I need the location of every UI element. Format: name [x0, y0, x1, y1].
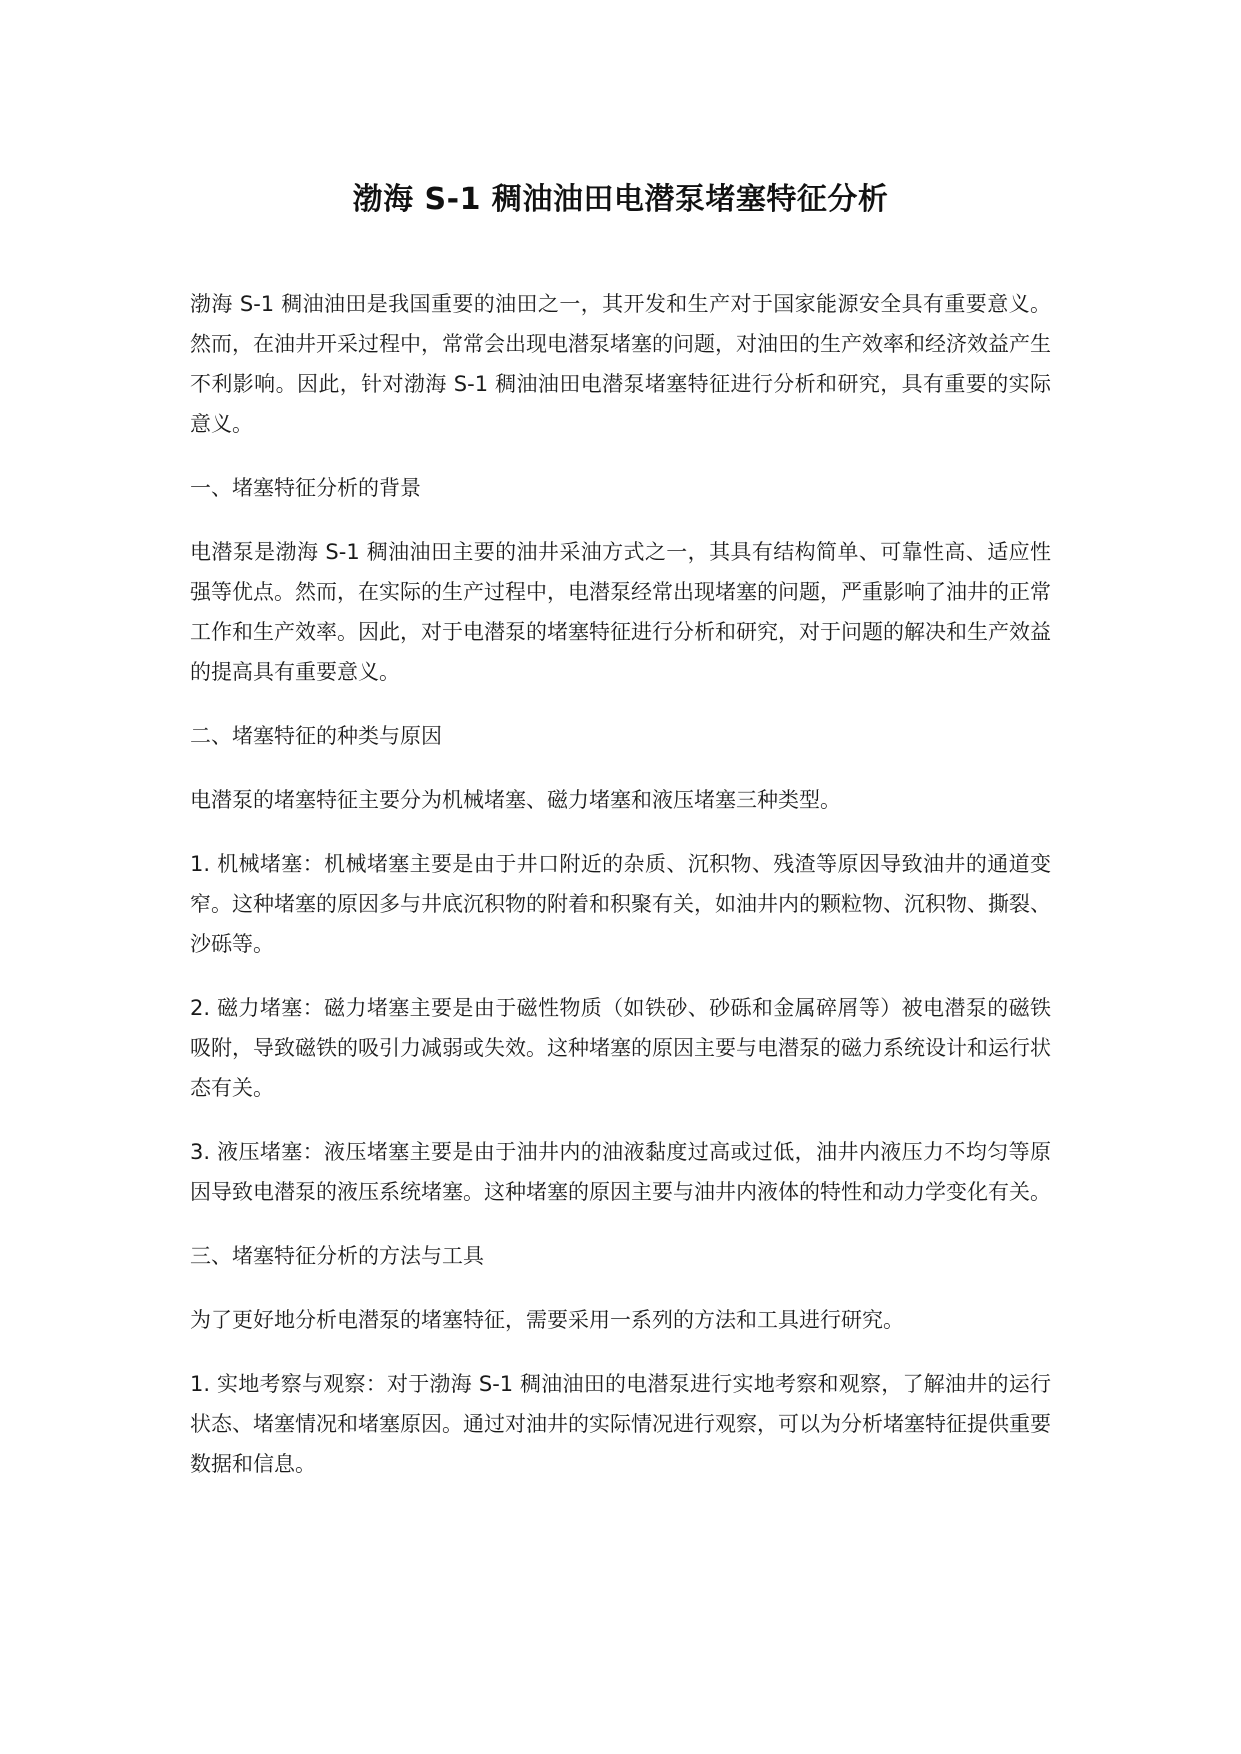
magnetic-blockage-paragraph: 2. 磁力堵塞：磁力堵塞主要是由于磁性物质（如铁砂、砂砾和金属碎屑等）被电潜泵的磁铁吸附，导致磁铁的吸引力减弱或失效。这种堵塞的原因主要与电潜泵的磁力系统设计和运行状态有关。 — [190, 996, 1051, 1100]
field-observation-paragraph: 1. 实地考察与观察：对于渤海 S-1 稠油油田的电潜泵进行实地考察和观察，了解油井的运行状态、堵塞情况和堵塞原因。通过对油井的实际情况进行观察，可以为分析堵塞特征提供重要数据和信息。 — [190, 1372, 1051, 1476]
background-paragraph: 电潜泵是渤海 S-1 稠油油田主要的油井采油方式之一，其具有结构简单、可靠性高、适应性强等优点。然而，在实际的生产过程中，电潜泵经常出现堵塞的问题，严重影响了油井的正常工作和生产效率。因此，对于电潜泵的堵塞特征进行分析和研究，对于问题的解决和生产效益的提高具有重要意义。 — [190, 540, 1051, 684]
hydraulic-blockage-paragraph: 3. 液压堵塞：液压堵塞主要是由于油井内的油液黏度过高或过低，油井内液压力不均匀等原因导致电潜泵的液压系统堵塞。这种堵塞的原因主要与油井内液体的特性和动力学变化有关。 — [190, 1140, 1051, 1204]
section-heading-methods: 三、堵塞特征分析的方法与工具 — [190, 1244, 484, 1268]
mechanical-blockage-paragraph: 1. 机械堵塞：机械堵塞主要是由于井口附近的杂质、沉积物、残渣等原因导致油井的通道变窄。这种堵塞的原因多与井底沉积物的附着和积聚有关，如油井内的颗粒物、沉积物、撕裂、沙砾等。 — [190, 852, 1051, 956]
methods-intro-paragraph: 为了更好地分析电潜泵的堵塞特征，需要采用一系列的方法和工具进行研究。 — [190, 1308, 904, 1332]
section-heading-types: 二、堵塞特征的种类与原因 — [190, 724, 442, 748]
types-intro-paragraph: 电潜泵的堵塞特征主要分为机械堵塞、磁力堵塞和液压堵塞三种类型。 — [190, 788, 841, 812]
document-title: 渤海 S-1 稠油油田电潜泵堵塞特征分析 — [352, 182, 889, 217]
intro-paragraph: 渤海 S-1 稠油油田是我国重要的油田之一，其开发和生产对于国家能源安全具有重要意义。然而，在油井开采过程中，常常会出现电潜泵堵塞的问题，对油田的生产效率和经济效益产生不利影响。因此，针对渤海 S-1 稠油油田电潜泵堵塞特征进行分析和研究，具有重要的实际意义。 — [190, 292, 1051, 436]
section-heading-background: 一、堵塞特征分析的背景 — [190, 476, 421, 500]
